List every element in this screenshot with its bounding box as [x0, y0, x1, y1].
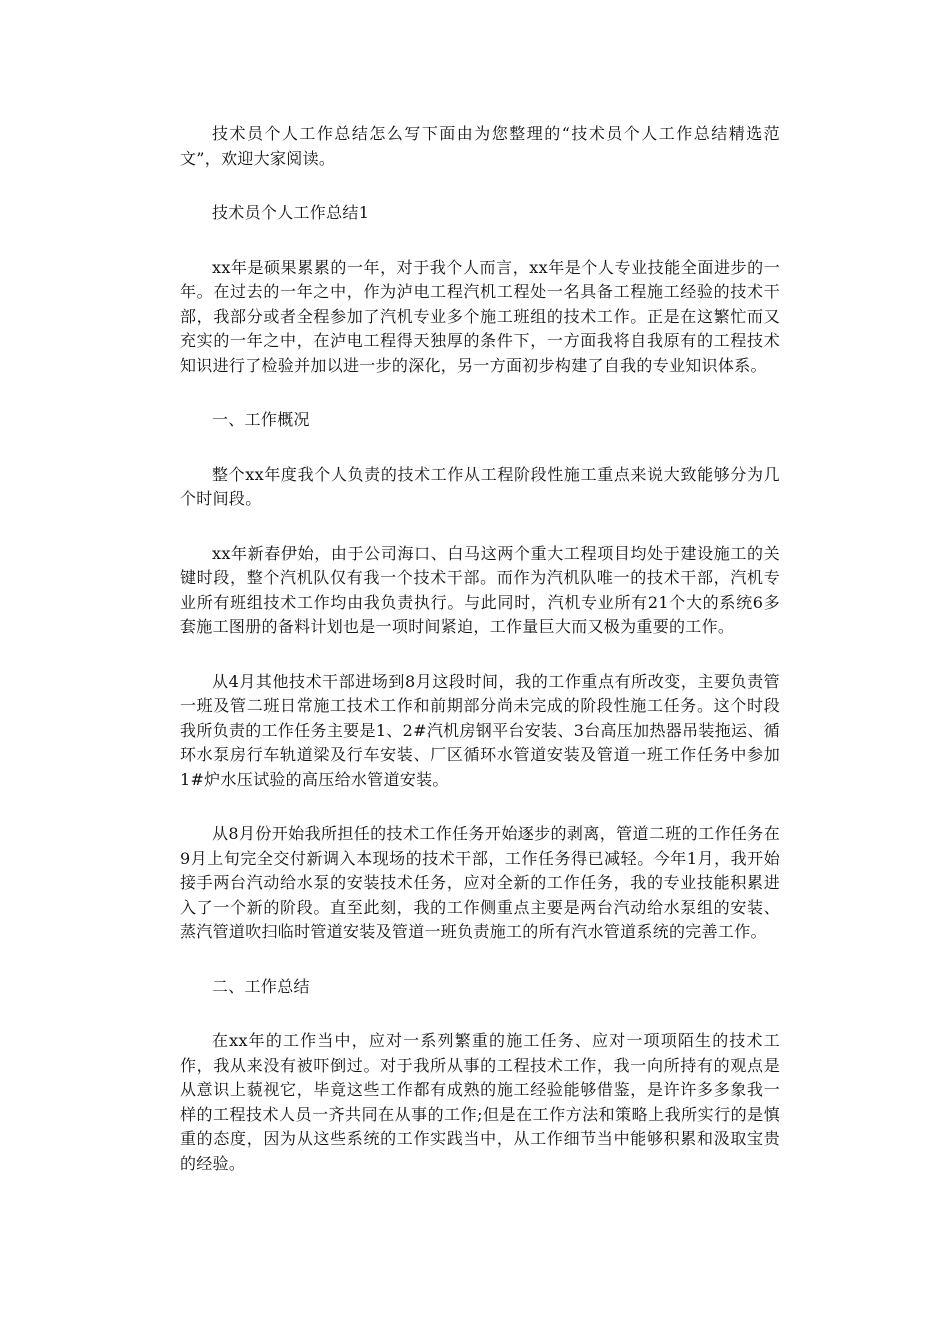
paragraph-5: 从8月份开始我所担任的技术工作任务开始逐步的剥离，管道二班的工作任务在9月上旬完全交付新调入本现场的技术干部，工作任务得已减轻。今年1月，我开始接手两台汽动给水泵的安装技术任务，应对全新的工作任务，我的专业技能积累进入了一个新的阶段。直至此刻，我的工作侧重点主要是两台汽动给水泵组的安装、蒸汽管道吹扫临时管道安装及管道一班负责施工的所有汽水管道系统的完善工作。 [180, 824, 780, 941]
section-heading-2: 二、工作总结 [212, 976, 310, 996]
document-title: 技术员个人工作总结1 [212, 203, 370, 222]
paragraph-6: 在xx年的工作当中，应对一系列繁重的施工任务、应对一项项陌生的技术工作，我从来没有被吓倒过。对于我所从事的工程技术工作，我一向所持有的观点是从意识上藐视它，毕竟这些工作都有成熟的施工经验能够借鉴，是许许多多象我一样的工程技术人员一齐共同在从事的工作;但是在工作方法和策略上我所实行的是慎重的态度，因为从这些系统的工作实践当中，从工作细节当中能够积累和汲取宝贵的经验。 [180, 1031, 780, 1173]
paragraph-2: 整个xx年度我个人负责的技术工作从工程阶段性施工重点来说大致能够分为几个时间段。 [180, 464, 780, 508]
section-heading-1: 一、工作概况 [212, 410, 310, 429]
paragraph-4: 从4月其他技术干部进场到8月这段时间，我的工作重点有所改变，主要负责管一班及管二班日常施工技术工作和前期部分尚未完成的阶段性施工任务。这个时段我所负责的工作任务主要是1、2#汽机房钢平台安装、3台高压加热器吊装拖运、循环水泵房行车轨道梁及行车安装、厂区循环水管道安装及管道一班工作任务中参加1#炉水压试验的高压给水管道安装。 [180, 671, 780, 789]
paragraph-1: xx年是硕果累累的一年，对于我个人而言，xx年是个人专业技能全面进步的一年。在过去的一年之中，作为泸电工程汽机工程处一名具备工程施工经验的技术干部，我部分或者全程参加了汽机专业多个施工班组的技术工作。正是在这繁忙而又充实的一年之中，在泸电工程得天独厚的条件下，一方面我将自我原有的工程技术知识进行了检验并加以进一步的深化，另一方面初步构建了自我的专业知识体系。 [180, 257, 780, 375]
paragraph-3: xx年新春伊始，由于公司海口、白马这两个重大工程项目均处于建设施工的关键时段，整个汽机队仅有我一个技术干部。而作为汽机队唯一的技术干部，汽机专业所有班组技术工作均由我负责执行。与此同时，汽机专业所有21个大的系统6多套施工图册的备料计划也是一项时间紧迫，工作量巨大而又极为重要的工作。 [180, 543, 780, 636]
intro-paragraph: 技术员个人工作总结怎么写下面由为您整理的“技术员个人工作总结精选范文”，欢迎大家阅读。 [180, 124, 780, 168]
document-body [180, 122, 780, 1206]
